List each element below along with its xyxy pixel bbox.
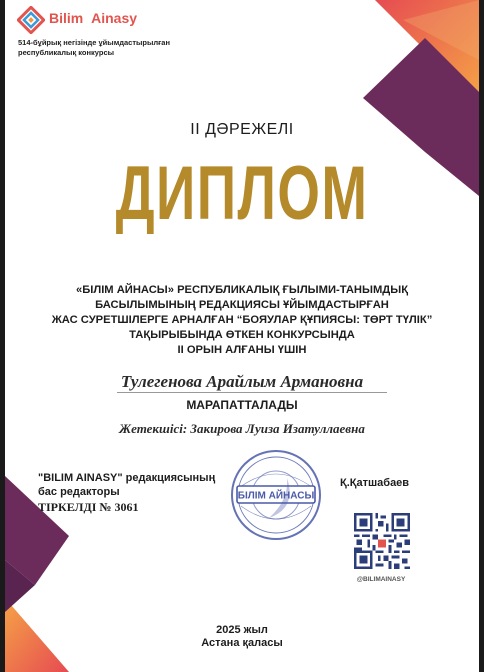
editor-line-1: "BILIM AINASY" редакциясының bbox=[38, 472, 216, 484]
diploma-title: ДИПЛОМ bbox=[115, 151, 369, 236]
award-description bbox=[35, 283, 449, 358]
stamp-text: БІЛІМ АЙНАСЫ bbox=[237, 490, 315, 502]
diploma-page bbox=[5, 0, 479, 672]
brand-name-part2: Ainasy bbox=[91, 10, 138, 26]
official-stamp-icon bbox=[229, 448, 323, 542]
subtitle-line-2: республикалық конкурсы bbox=[18, 48, 115, 57]
subtitle-line-1: 514-бұйрық негізінде ұйымдастырылған bbox=[18, 38, 171, 47]
recipient-underline bbox=[117, 392, 387, 393]
editor-line-2: бас редакторы bbox=[38, 486, 120, 498]
signer-name: Қ.Қатшабаев bbox=[340, 477, 410, 489]
issue-year: 2025 жыл bbox=[216, 624, 268, 636]
supervisor-name: Жетекшісі: Закирова Луиза Изатуллаевна bbox=[119, 421, 365, 436]
description-line-2: БАСЫЛЫМЫНЫҢ РЕДАКЦИЯСЫ ҰЙЫМДАСТЫРҒАН bbox=[95, 299, 389, 311]
brand-name-part1: Bilim bbox=[49, 10, 84, 26]
degree-heading: II ДӘРЕЖЕЛІ bbox=[190, 121, 294, 138]
contest-subtitle bbox=[18, 38, 238, 58]
editor-title bbox=[38, 471, 248, 499]
description-line-3: ЖАС СУРЕТШІЛЕРГЕ АРНАЛҒАН “БОЯУЛАР ҚҰПИЯСЫ: ТӨРТ ТҮЛІК” bbox=[51, 314, 433, 326]
recipient-name: Тулегенова Арайлым Армановна bbox=[120, 372, 364, 391]
description-line-5: II ОРЫН АЛҒАНЫ ҮШІН bbox=[177, 344, 307, 356]
description-line-1: «БІЛІМ АЙНАСЫ» РЕСПУБЛИКАЛЫҚ ҒЫЛЫМИ-ТАНЫМДЫҚ bbox=[75, 284, 409, 296]
awards-label: МАРАПАТТАЛАДЫ bbox=[186, 398, 298, 412]
description-line-4: ТАҚЫРЫБЫНДА ӨТКЕН КОНКУРСЫНДА bbox=[129, 329, 355, 341]
registration-number: ТІРКЕЛДІ № 3061 bbox=[38, 500, 139, 514]
issue-city: Астана қаласы bbox=[201, 637, 283, 649]
bilim-ainasy-logo-icon bbox=[17, 6, 45, 34]
qr-code-icon bbox=[354, 513, 410, 569]
social-handle: @BILIMAINASY bbox=[356, 576, 406, 583]
brand-name bbox=[49, 10, 137, 26]
